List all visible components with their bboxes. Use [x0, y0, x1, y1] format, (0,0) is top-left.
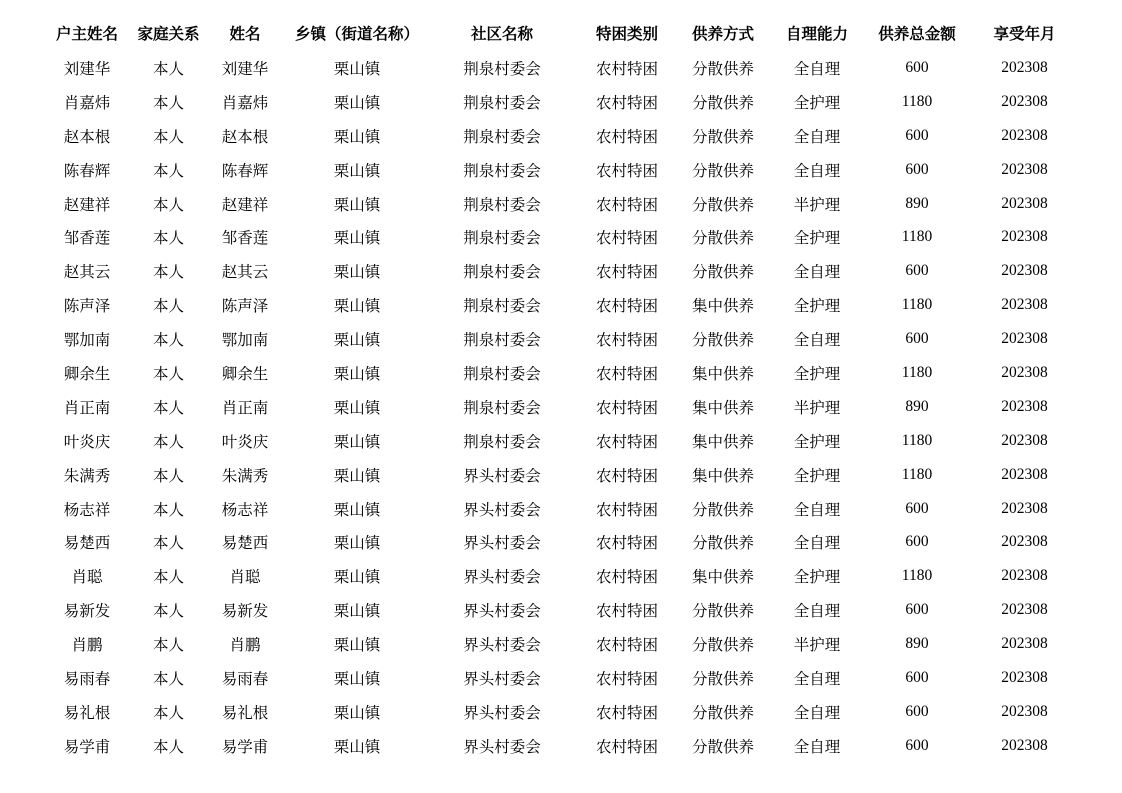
table-cell: 荆泉村委会 — [463, 264, 541, 282]
table-cell: 栗山镇 — [333, 128, 381, 146]
table-cell: 界头村委会 — [463, 569, 541, 587]
table-cell: 易雨春 — [221, 670, 269, 688]
table-cell: 本人 — [152, 501, 184, 519]
table-row — [40, 85, 1080, 119]
column-header-name: 姓名 — [229, 25, 261, 43]
table-cell: 集中供养 — [691, 399, 754, 417]
table-cell: 赵其云 — [221, 264, 269, 282]
table-cell: 202308 — [1001, 58, 1048, 76]
table-cell: 栗山镇 — [333, 332, 381, 350]
table-cell: 叶炎庆 — [221, 433, 269, 451]
table-cell: 农村特困 — [595, 738, 658, 756]
table-cell: 易礼根 — [221, 704, 269, 722]
table-cell: 栗山镇 — [333, 704, 381, 722]
table-cell: 栗山镇 — [333, 433, 381, 451]
table-cell: 全护理 — [793, 569, 841, 587]
table-cell: 集中供养 — [691, 467, 754, 485]
table-row — [40, 492, 1080, 526]
table-cell: 栗山镇 — [333, 196, 381, 214]
table-cell: 集中供养 — [691, 569, 754, 587]
table-cell: 集中供养 — [691, 365, 754, 383]
table-cell: 农村特困 — [595, 670, 658, 688]
table-cell: 本人 — [152, 399, 184, 417]
table-cell: 界头村委会 — [463, 704, 541, 722]
column-header-family-relation: 家庭关系 — [137, 25, 200, 43]
table-cell: 肖嘉炜 — [221, 94, 269, 112]
table-cell: 农村特困 — [595, 365, 658, 383]
table-cell: 全自理 — [793, 704, 841, 722]
table-cell: 分散供养 — [691, 94, 754, 112]
table-cell: 鄂加南 — [221, 332, 269, 350]
table-row — [40, 390, 1080, 424]
table-cell: 600 — [905, 533, 929, 551]
table-cell: 易楚西 — [221, 535, 269, 553]
table-cell: 分散供养 — [691, 230, 754, 248]
table-cell: 分散供养 — [691, 332, 754, 350]
table-cell: 易新发 — [221, 603, 269, 621]
table-row — [40, 288, 1080, 322]
table-cell: 半护理 — [793, 399, 841, 417]
table-row — [40, 356, 1080, 390]
table-cell: 全自理 — [793, 603, 841, 621]
table-cell: 202308 — [1001, 228, 1048, 246]
column-header-household-head: 户主姓名 — [55, 25, 118, 43]
table-cell: 全护理 — [793, 94, 841, 112]
table-row — [40, 424, 1080, 458]
table-cell: 农村特困 — [595, 196, 658, 214]
table-cell: 600 — [905, 262, 929, 280]
table-cell: 界头村委会 — [463, 670, 541, 688]
table-cell: 本人 — [152, 738, 184, 756]
table-cell: 荆泉村委会 — [463, 94, 541, 112]
table-cell: 栗山镇 — [333, 94, 381, 112]
table-cell: 肖聪 — [71, 569, 103, 587]
support-roster-table — [40, 14, 1080, 763]
table-row — [40, 254, 1080, 288]
table-cell: 栗山镇 — [333, 467, 381, 485]
table-cell: 890 — [905, 194, 929, 212]
table-cell: 界头村委会 — [463, 501, 541, 519]
table-cell: 栗山镇 — [333, 399, 381, 417]
table-row — [40, 322, 1080, 356]
table-row — [40, 187, 1080, 221]
table-cell: 本人 — [152, 230, 184, 248]
table-cell: 鄂加南 — [63, 332, 111, 350]
table-cell: 界头村委会 — [463, 535, 541, 553]
table-cell: 全自理 — [793, 162, 841, 180]
table-cell: 202308 — [1001, 296, 1048, 314]
table-cell: 本人 — [152, 298, 184, 316]
table-cell: 分散供养 — [691, 128, 754, 146]
table-cell: 全自理 — [793, 501, 841, 519]
table-cell: 分散供养 — [691, 60, 754, 78]
table-cell: 890 — [905, 397, 929, 415]
table-cell: 栗山镇 — [333, 603, 381, 621]
table-cell: 肖正南 — [221, 399, 269, 417]
table-cell: 农村特困 — [595, 298, 658, 316]
table-cell: 600 — [905, 160, 929, 178]
table-cell: 202308 — [1001, 567, 1048, 585]
table-cell: 600 — [905, 126, 929, 144]
table-row — [40, 559, 1080, 593]
table-cell: 本人 — [152, 94, 184, 112]
table-cell: 600 — [905, 601, 929, 619]
table-cell: 栗山镇 — [333, 60, 381, 78]
table-cell: 本人 — [152, 60, 184, 78]
table-cell: 本人 — [152, 264, 184, 282]
table-cell: 农村特困 — [595, 230, 658, 248]
table-cell: 农村特困 — [595, 128, 658, 146]
table-cell: 农村特困 — [595, 704, 658, 722]
table-cell: 荆泉村委会 — [463, 365, 541, 383]
table-cell: 分散供养 — [691, 264, 754, 282]
table-cell: 肖鹏 — [71, 637, 103, 655]
table-cell: 600 — [905, 330, 929, 348]
table-cell: 202308 — [1001, 533, 1048, 551]
table-body — [40, 51, 1080, 763]
table-cell: 1180 — [901, 465, 933, 483]
table-cell: 杨志祥 — [63, 501, 111, 519]
table-row — [40, 525, 1080, 559]
header-row — [40, 14, 1080, 51]
table-cell: 易学甫 — [221, 738, 269, 756]
table-cell: 分散供养 — [691, 738, 754, 756]
table-row — [40, 627, 1080, 661]
table-cell: 卿余生 — [221, 365, 269, 383]
table-cell: 赵建祥 — [221, 196, 269, 214]
table-cell: 202308 — [1001, 194, 1048, 212]
table-cell: 全自理 — [793, 60, 841, 78]
table-cell: 600 — [905, 736, 929, 754]
column-header-township: 乡镇（街道名称） — [294, 25, 419, 43]
table-cell: 600 — [905, 58, 929, 76]
table-cell: 202308 — [1001, 363, 1048, 381]
table-cell: 202308 — [1001, 702, 1048, 720]
table-cell: 本人 — [152, 637, 184, 655]
table-cell: 分散供养 — [691, 704, 754, 722]
table-cell: 202308 — [1001, 736, 1048, 754]
table-cell: 荆泉村委会 — [463, 196, 541, 214]
table-cell: 刘建华 — [221, 60, 269, 78]
table-cell: 易学甫 — [63, 738, 111, 756]
table-cell: 栗山镇 — [333, 298, 381, 316]
table-cell: 202308 — [1001, 635, 1048, 653]
table-cell: 卿余生 — [63, 365, 111, 383]
table-cell: 本人 — [152, 670, 184, 688]
table-cell: 易楚西 — [63, 535, 111, 553]
table-cell: 全护理 — [793, 365, 841, 383]
table-cell: 全护理 — [793, 433, 841, 451]
table-cell: 全自理 — [793, 332, 841, 350]
table-cell: 半护理 — [793, 637, 841, 655]
table-cell: 分散供养 — [691, 637, 754, 655]
column-header-poverty-category: 特困类别 — [595, 25, 658, 43]
column-header-community: 社区名称 — [470, 25, 533, 43]
table-row — [40, 119, 1080, 153]
table-cell: 肖聪 — [229, 569, 261, 587]
table-cell: 农村特困 — [595, 535, 658, 553]
table-cell: 本人 — [152, 535, 184, 553]
table-cell: 本人 — [152, 332, 184, 350]
table-cell: 朱满秀 — [221, 467, 269, 485]
table-cell: 202308 — [1001, 601, 1048, 619]
table-cell: 刘建华 — [63, 60, 111, 78]
table-cell: 农村特困 — [595, 332, 658, 350]
table-cell: 农村特困 — [595, 399, 658, 417]
table-row — [40, 729, 1080, 763]
table-cell: 全自理 — [793, 670, 841, 688]
table-cell: 陈春辉 — [63, 162, 111, 180]
table-cell: 集中供养 — [691, 433, 754, 451]
table-cell: 本人 — [152, 569, 184, 587]
table-cell: 陈声泽 — [63, 298, 111, 316]
table-cell: 全护理 — [793, 467, 841, 485]
table-cell: 600 — [905, 499, 929, 517]
table-cell: 荆泉村委会 — [463, 128, 541, 146]
table-cell: 栗山镇 — [333, 569, 381, 587]
table-cell: 易雨春 — [63, 670, 111, 688]
table-cell: 202308 — [1001, 160, 1048, 178]
table-cell: 荆泉村委会 — [463, 298, 541, 316]
table-cell: 荆泉村委会 — [463, 230, 541, 248]
table-cell: 邹香莲 — [221, 230, 269, 248]
table-cell: 肖正南 — [63, 399, 111, 417]
table-cell: 分散供养 — [691, 603, 754, 621]
table-cell: 1180 — [901, 567, 933, 585]
table-cell: 分散供养 — [691, 196, 754, 214]
table-cell: 赵其云 — [63, 264, 111, 282]
table-row — [40, 661, 1080, 695]
table-cell: 半护理 — [793, 196, 841, 214]
table-cell: 易新发 — [63, 603, 111, 621]
table-cell: 杨志祥 — [221, 501, 269, 519]
table-cell: 202308 — [1001, 431, 1048, 449]
table-cell: 农村特困 — [595, 60, 658, 78]
table-cell: 荆泉村委会 — [463, 60, 541, 78]
table-cell: 栗山镇 — [333, 264, 381, 282]
table-cell: 分散供养 — [691, 535, 754, 553]
table-cell: 农村特困 — [595, 467, 658, 485]
table-cell: 集中供养 — [691, 298, 754, 316]
table-cell: 600 — [905, 702, 929, 720]
table-cell: 界头村委会 — [463, 738, 541, 756]
table-cell: 易礼根 — [63, 704, 111, 722]
table-cell: 本人 — [152, 128, 184, 146]
table-cell: 202308 — [1001, 92, 1048, 110]
table-cell: 荆泉村委会 — [463, 332, 541, 350]
table-cell: 荆泉村委会 — [463, 399, 541, 417]
table-cell: 栗山镇 — [333, 637, 381, 655]
table-cell: 赵建祥 — [63, 196, 111, 214]
table-cell: 肖嘉炜 — [63, 94, 111, 112]
table-cell: 农村特困 — [595, 433, 658, 451]
column-header-total-amount: 供养总金额 — [878, 25, 956, 43]
table-cell: 界头村委会 — [463, 467, 541, 485]
table-row — [40, 51, 1080, 85]
table-cell: 农村特困 — [595, 162, 658, 180]
column-header-support-method: 供养方式 — [691, 25, 754, 43]
table-cell: 1180 — [901, 92, 933, 110]
table-cell: 邹香莲 — [63, 230, 111, 248]
table-cell: 陈春辉 — [221, 162, 269, 180]
table-cell: 本人 — [152, 603, 184, 621]
table-cell: 陈声泽 — [221, 298, 269, 316]
table-cell: 本人 — [152, 196, 184, 214]
table-cell: 本人 — [152, 365, 184, 383]
table-row — [40, 220, 1080, 254]
table-cell: 朱满秀 — [63, 467, 111, 485]
table-cell: 栗山镇 — [333, 501, 381, 519]
table-cell: 1180 — [901, 228, 933, 246]
table-cell: 全自理 — [793, 264, 841, 282]
table-cell: 荆泉村委会 — [463, 162, 541, 180]
table-cell: 栗山镇 — [333, 738, 381, 756]
table-cell: 本人 — [152, 467, 184, 485]
table-cell: 202308 — [1001, 668, 1048, 686]
table-cell: 赵本根 — [63, 128, 111, 146]
table-cell: 600 — [905, 668, 929, 686]
table-row — [40, 593, 1080, 627]
table-cell: 全自理 — [793, 128, 841, 146]
table-cell: 202308 — [1001, 330, 1048, 348]
table-cell: 202308 — [1001, 465, 1048, 483]
table-row — [40, 695, 1080, 729]
table-cell: 农村特困 — [595, 264, 658, 282]
table-cell: 肖鹏 — [229, 637, 261, 655]
table-cell: 1180 — [901, 431, 933, 449]
table-cell: 荆泉村委会 — [463, 433, 541, 451]
table-cell: 202308 — [1001, 397, 1048, 415]
table-cell: 890 — [905, 635, 929, 653]
table-cell: 全护理 — [793, 298, 841, 316]
table-cell: 栗山镇 — [333, 230, 381, 248]
table-cell: 农村特困 — [595, 603, 658, 621]
table-cell: 本人 — [152, 162, 184, 180]
table-cell: 栗山镇 — [333, 535, 381, 553]
table-cell: 农村特困 — [595, 637, 658, 655]
table-cell: 栗山镇 — [333, 365, 381, 383]
table-cell: 界头村委会 — [463, 637, 541, 655]
table-row — [40, 153, 1080, 187]
table-cell: 叶炎庆 — [63, 433, 111, 451]
table-cell: 202308 — [1001, 499, 1048, 517]
table-row — [40, 458, 1080, 492]
table-cell: 农村特困 — [595, 94, 658, 112]
table-cell: 栗山镇 — [333, 670, 381, 688]
table-cell: 界头村委会 — [463, 603, 541, 621]
table-cell: 分散供养 — [691, 162, 754, 180]
table-cell: 全自理 — [793, 535, 841, 553]
table-cell: 栗山镇 — [333, 162, 381, 180]
table-cell: 本人 — [152, 433, 184, 451]
table-cell: 分散供养 — [691, 501, 754, 519]
table-cell: 全自理 — [793, 738, 841, 756]
table-cell: 1180 — [901, 296, 933, 314]
table-cell: 分散供养 — [691, 670, 754, 688]
column-header-selfcare-ability: 自理能力 — [785, 25, 848, 43]
table-cell: 1180 — [901, 363, 933, 381]
table-cell: 全护理 — [793, 230, 841, 248]
table-cell: 赵本根 — [221, 128, 269, 146]
table-cell: 农村特困 — [595, 569, 658, 587]
table-cell: 农村特困 — [595, 501, 658, 519]
column-header-benefit-month: 享受年月 — [993, 25, 1056, 43]
table-cell: 202308 — [1001, 262, 1048, 280]
table-cell: 202308 — [1001, 126, 1048, 144]
table-cell: 本人 — [152, 704, 184, 722]
